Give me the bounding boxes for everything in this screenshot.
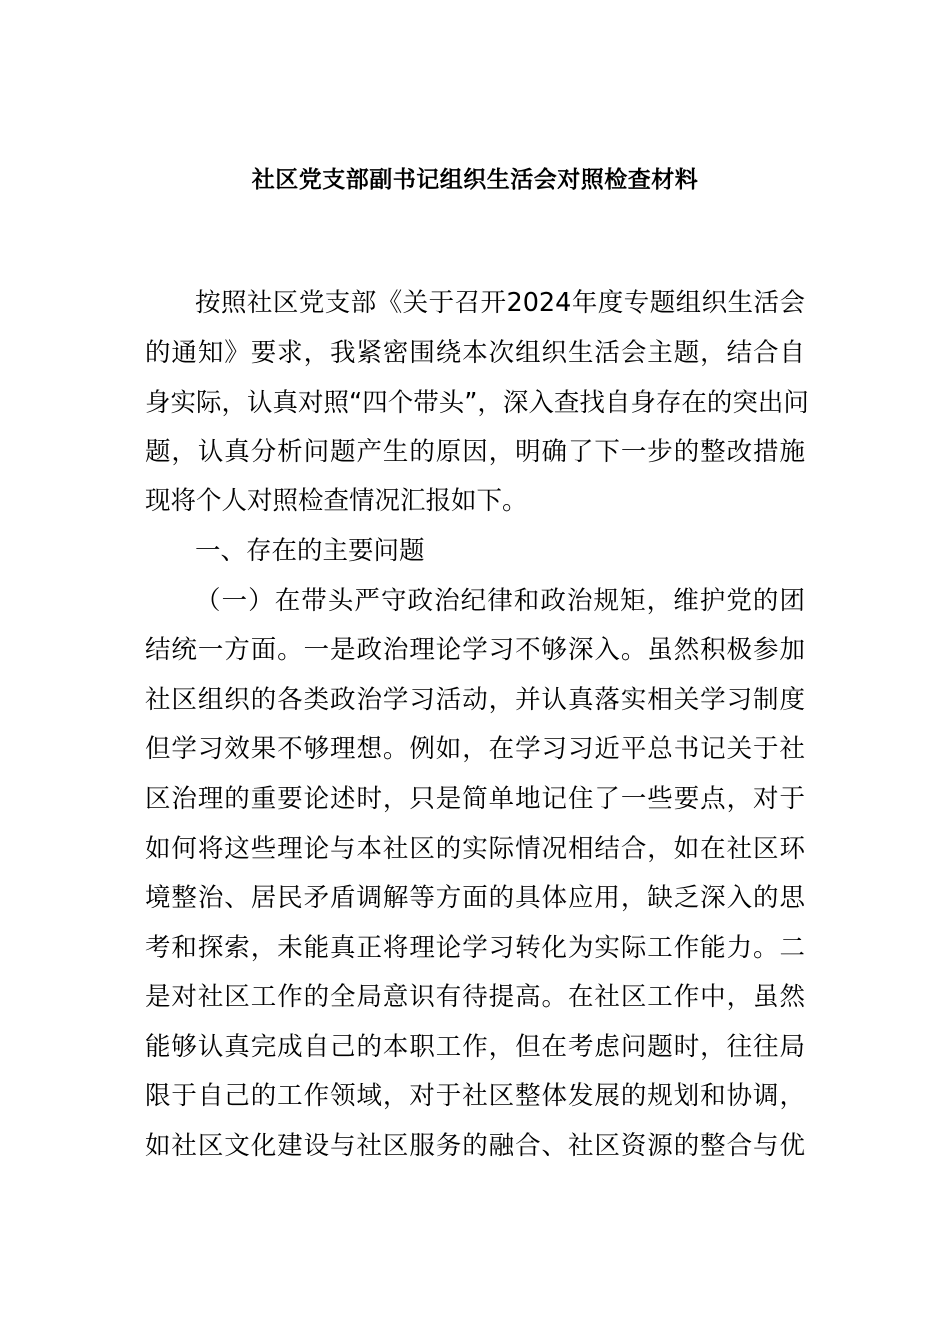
- paragraph-line: 现将个人对照检查情况汇报如下。: [145, 486, 528, 516]
- paragraph-line: 但学习效果不够理想。例如，在学习习近平总书记关于社: [145, 734, 805, 764]
- document-title: 社区党支部副书记组织生活会对照检查材料: [251, 167, 699, 193]
- paragraph-line: 如何将这些理论与本社区的实际情况相结合，如在社区环: [145, 834, 805, 864]
- paragraph-line: 区治理的重要论述时，只是简单地记住了一些要点，对于: [145, 784, 805, 814]
- paragraph-line: 按照社区党支部《关于召开2024年度专题组织生活会: [195, 288, 805, 318]
- paragraph-line: 社区组织的各类政治学习活动，并认真落实相关学习制度: [145, 685, 805, 715]
- paragraph-line: 的通知》要求，我紧密围绕本次组织生活会主题，结合自: [145, 338, 805, 368]
- paragraph-line: 能够认真完成自己的本职工作，但在考虑问题时，往往局: [145, 1032, 805, 1062]
- paragraph-line: 是对社区工作的全局意识有待提高。在社区工作中，虽然: [145, 982, 805, 1012]
- paragraph-line: 如社区文化建设与社区服务的融合、社区资源的整合与优: [145, 1131, 805, 1161]
- paragraph-line: （一）在带头严守政治纪律和政治规矩，维护党的团: [195, 586, 805, 616]
- paragraph-line: 题，认真分析问题产生的原因，明确了下一步的整改措施: [145, 437, 805, 467]
- paragraph-line: 身实际，认真对照“四个带头”，深入查找自身存在的突出问: [145, 388, 809, 418]
- paragraph-line: 限于自己的工作领域，对于社区整体发展的规划和协调，: [145, 1081, 805, 1111]
- section-heading: 一、存在的主要问题: [195, 536, 425, 566]
- paragraph-line: 考和探索，未能真正将理论学习转化为实际工作能力。二: [145, 933, 805, 963]
- paragraph-line: 结统一方面。一是政治理论学习不够深入。虽然积极参加: [145, 635, 805, 665]
- paragraph-line: 境整治、居民矛盾调解等方面的具体应用，缺乏深入的思: [145, 883, 805, 913]
